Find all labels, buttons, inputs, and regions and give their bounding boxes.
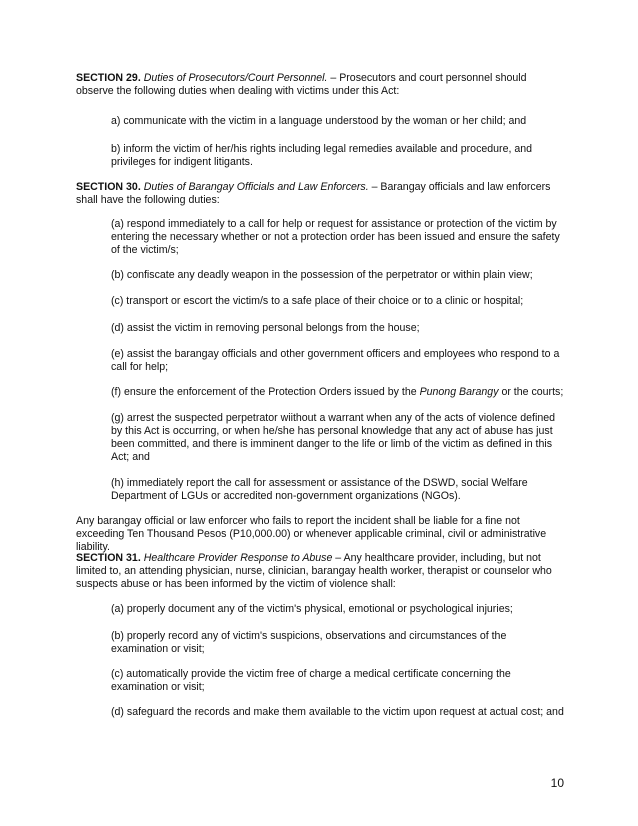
section-30-item-d: (d) assist the victim in removing personal belongs from the house; [111,322,420,334]
section-31-heading: SECTION 31. [76,552,141,564]
section-30-item-h: (h) immediately report the call for assessment or assistance of the DSWD, social Welfare Department of LGUs or accredited non-government organizations (NGOs). [111,477,528,502]
section-29-item-a: a) communicate with the victim in a language understood by the woman or her child; and [111,115,527,127]
section-30-item-a: (a) respond immediately to a call for help or request for assistance or protection of the victim by entering the necessary whether or not a protection order has been issued and ensure the safety of the victim/s; [111,218,560,256]
section-30-item-f-emphasis: Punong Barangy [419,386,499,398]
section-31-body: – Any healthcare provider, including, but not limited to, an attending physician, nurse, clinician, barangay health worker, therapist or counselor who suspects abuse or has been informed by the victim of violence shall: [76,552,552,590]
section-30-body: – Barangay officials and law enforcers shall have the following duties: [76,181,551,206]
section-30-penalty: Any barangay official or law enforcer who fails to report the incident shall be liable for a fine not exceeding Ten Thousand Pesos (P10,000.00) or whenever applicable criminal, civil or administrative liability. [76,515,547,553]
section-30-heading: SECTION 30. [76,181,141,193]
section-30-item-g: (g) arrest the suspected perpetrator wiithout a warrant when any of the acts of violence defined by this Act is occurring, or when he/she has personal knowledge that any act of abuse has just been committed, and there is imminent danger to the life or limb of the victim as defined in this Act; and [111,412,556,463]
section-30-item-f [111,386,564,399]
section-30-item-b: (b) confiscate any deadly weapon in the possession of the perpetrator or within plain view; [111,269,533,281]
section-29-paragraph [76,72,564,98]
section-29-title: Duties of Prosecutors/Court Personnel. [143,72,328,84]
section-30-item-f-post: or the courts; [498,386,564,398]
section-31-item-c: (c) automatically provide the victim free of charge a medical certificate concerning the examination or visit; [111,668,511,693]
section-29-item-b: b) inform the victim of her/his rights including legal remedies available and procedure, and privileges for indigent litigants. [111,143,533,168]
section-30-item-c: (c) transport or escort the victim/s to a safe place of their choice or to a clinic or hospital; [111,295,524,307]
section-31-item-a: (a) properly document any of the victim's physical, emotional or psychological injuries; [111,603,513,615]
section-30-item-f-pre: (f) ensure the enforcement of the Protection Orders issued by the [111,386,420,398]
section-30-item-e: (e) assist the barangay officials and other government officers and employees who respond to a call for help; [111,348,560,373]
section-29-body: – Prosecutors and court personnel should observe the following duties when dealing with victims under this Act: [76,72,527,97]
section-31-item-b: (b) properly record any of victim's suspicions, observations and circumstances of the examination or visit; [111,630,507,655]
section-31-item-d: (d) safeguard the records and make them available to the victim upon request at actual cost; and [111,706,564,718]
section-30-paragraph [76,181,564,207]
section-31-paragraph [76,552,564,591]
section-30-title: Duties of Barangay Officials and Law Enforcers. [143,181,369,193]
section-29-heading: SECTION 29. [76,72,141,84]
page-number: 10 [550,776,564,790]
section-31-title: Healthcare Provider Response to Abuse [143,552,333,564]
